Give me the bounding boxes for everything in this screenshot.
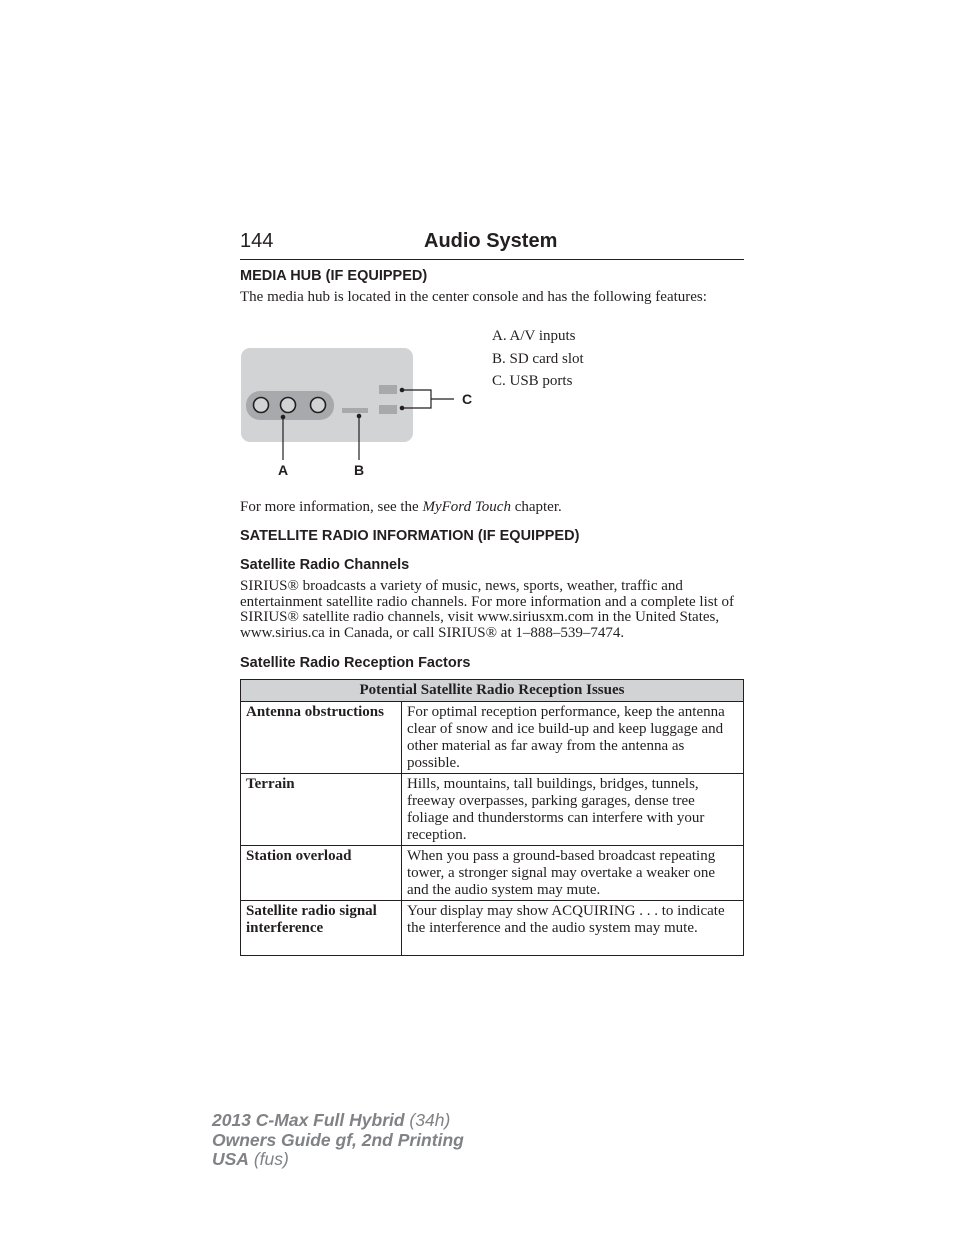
myford-touch-note (240, 499, 562, 516)
page-number: 144 (240, 230, 274, 252)
table-cell-description: For optimal reception performance, keep the antenna clear of snow and ice build-up and keep luggage and other material as far away from the antenna as possible. (402, 702, 744, 774)
footer-line-model (212, 1111, 464, 1131)
footer-line-region (212, 1150, 464, 1170)
reception-issues-table (240, 679, 744, 956)
note-prefix: For more information, see the (240, 499, 423, 515)
table-cell-condition: Terrain (241, 774, 402, 846)
diagram-label-c: C (462, 391, 473, 407)
callout-dot-b (357, 414, 362, 419)
table-cell-description: Your display may show ACQUIRING . . . to indicate the interference and the audio system may mute. (402, 901, 744, 956)
table-row (241, 901, 744, 956)
table-cell-description: Hills, mountains, tall buildings, bridges, tunnels, freeway overpasses, parking garages, dense tree foliage and thunderstorms can interfere with your reception. (402, 774, 744, 846)
callout-dot-c (400, 406, 405, 411)
footer-region: USA (212, 1149, 249, 1169)
feature-item-usb-ports: C. USB ports (492, 373, 573, 389)
av-input-jack-icon (311, 398, 326, 413)
table-row (241, 774, 744, 846)
table-header: Potential Satellite Radio Reception Issues (241, 680, 744, 702)
table-cell-condition: Antenna obstructions (241, 702, 402, 774)
diagram-label-b: B (353, 462, 365, 478)
table-cell-condition: Station overload (241, 846, 402, 901)
media-hub-heading: MEDIA HUB (IF EQUIPPED) (240, 268, 428, 284)
footer-guide: Owners Guide gf, 2nd Printing (212, 1129, 464, 1150)
usb-port-shape (379, 405, 397, 414)
table-cell-description: When you pass a ground-based broadcast repeating tower, a stronger signal may overtake a weaker one and the audio system may mute. (402, 846, 744, 901)
callout-dot-c (400, 388, 405, 393)
media-hub-intro: The media hub is located in the center console and has the following features: (240, 289, 707, 305)
feature-item-sd-card-slot: B. SD card slot (492, 350, 584, 367)
footer-model-code: (34h) (404, 1110, 451, 1130)
satellite-channels-heading: Satellite Radio Channels (240, 557, 410, 573)
media-hub-feature-list (492, 327, 584, 395)
table-row (241, 846, 744, 901)
usb-port-shape (379, 385, 397, 394)
footer-line-guide (212, 1131, 464, 1151)
callout-dot-a (281, 415, 286, 420)
av-input-jack-icon (281, 398, 296, 413)
section-title: Audio System (424, 230, 558, 252)
diagram-label-a: A (277, 462, 289, 478)
table-cell-condition: Satellite radio signal interference (241, 901, 402, 956)
table-row (241, 702, 744, 774)
feature-item-av-inputs: A. A/V inputs (492, 328, 576, 344)
reception-factors-heading: Satellite Radio Reception Factors (240, 655, 471, 671)
satellite-channels-text: SIRIUS® broadcasts a variety of music, news, sports, weather, traffic and entertainment satellite radio channels. For more information and a complete list of SIRIUS® satellite radio channels, visit www.siriusxm.com in the United States, www.sirius.ca in Canada, or call SIRIUS® at 1–888–539–7474. (240, 578, 735, 641)
av-input-jack-icon (254, 398, 269, 413)
sd-card-slot-shape (342, 408, 368, 413)
document-footer (212, 1111, 464, 1170)
media-hub-diagram (238, 340, 478, 485)
footer-model: 2013 C-Max Full Hybrid (212, 1110, 405, 1130)
myford-touch-reference: MyFord Touch (422, 499, 511, 515)
footer-region-code: (fus) (248, 1149, 289, 1169)
note-suffix: chapter. (510, 499, 562, 515)
satellite-radio-heading: SATELLITE RADIO INFORMATION (IF EQUIPPED) (240, 528, 580, 544)
page-header (240, 228, 744, 260)
table-header-row (241, 680, 744, 702)
